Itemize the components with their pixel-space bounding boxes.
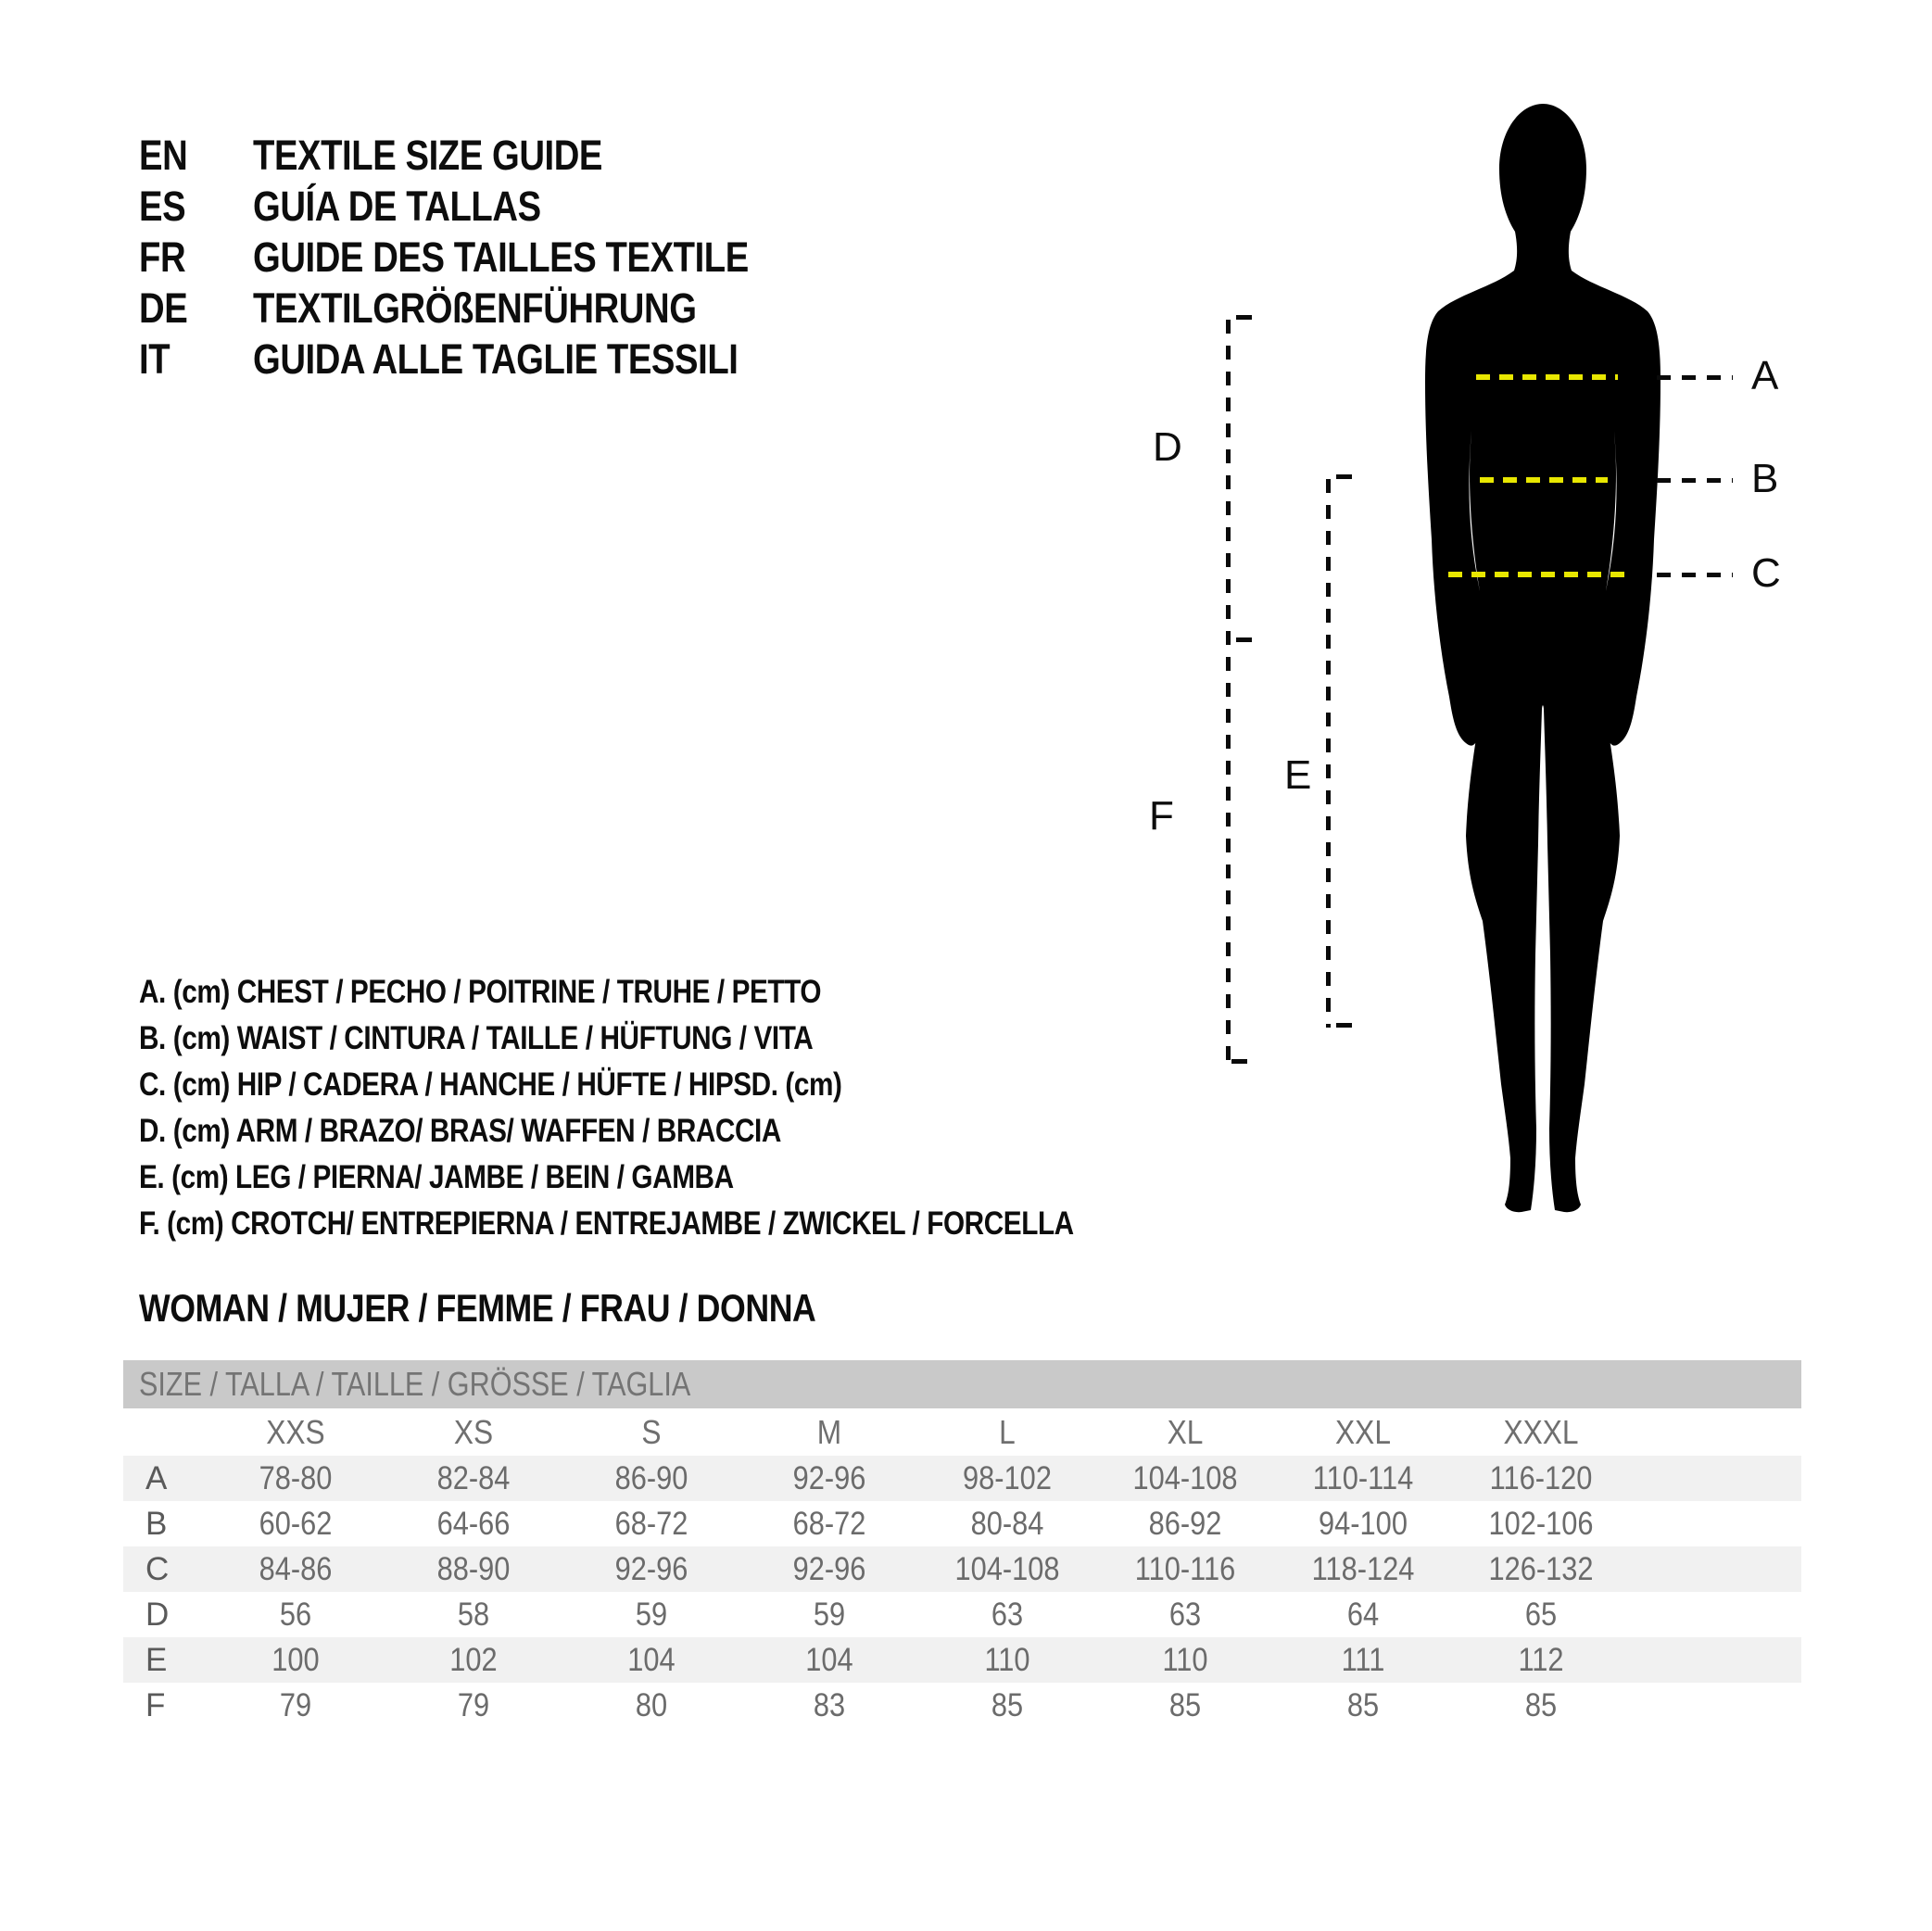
cell: 110	[1162, 1641, 1208, 1678]
table-row-hip	[123, 1546, 1801, 1592]
waist-line-dash	[1657, 478, 1733, 483]
col-header-xl: XL	[1167, 1412, 1204, 1451]
cell: 116-120	[1489, 1459, 1593, 1496]
cell: 59	[635, 1596, 668, 1633]
guide-title-es: GUÍA DE TALLAS	[253, 182, 541, 230]
row-label: F	[145, 1686, 166, 1723]
cell: 104	[627, 1641, 676, 1678]
cell: 68-72	[614, 1505, 688, 1542]
marker-e: E	[1284, 752, 1312, 798]
cell: 83	[813, 1686, 846, 1723]
cell: 68-72	[792, 1505, 866, 1542]
gender-heading	[139, 1286, 935, 1331]
cell: 59	[813, 1596, 846, 1633]
language-title-block	[139, 130, 836, 385]
cell: 86-90	[614, 1459, 688, 1496]
leg-line-bottom-tick	[1336, 1023, 1352, 1028]
table-row-arm	[123, 1592, 1801, 1637]
cell: 110-114	[1312, 1459, 1414, 1496]
waist-line-yellow	[1480, 477, 1608, 483]
cell: 126-132	[1488, 1550, 1594, 1587]
cell: 64-66	[436, 1505, 511, 1542]
marker-f: F	[1149, 793, 1174, 839]
cell: 92-96	[792, 1459, 866, 1496]
cell: 85	[991, 1686, 1024, 1723]
language-code: DE	[139, 284, 188, 332]
cell: 112	[1518, 1641, 1564, 1678]
cell: 85	[1168, 1686, 1202, 1723]
marker-c: C	[1751, 550, 1781, 596]
row-label: A	[145, 1459, 168, 1496]
cell: 82-84	[436, 1459, 511, 1496]
marker-a: A	[1751, 353, 1779, 398]
cell: 63	[1168, 1596, 1202, 1633]
language-row-es	[139, 181, 836, 232]
woman-silhouette	[1390, 102, 1696, 1218]
cell: 88-90	[436, 1550, 511, 1587]
cell: 60-62	[259, 1505, 333, 1542]
cell: 64	[1346, 1596, 1380, 1633]
col-header-m: M	[816, 1412, 842, 1451]
cell: 85	[1346, 1686, 1380, 1723]
legend-waist-text: B. (cm) WAIST / CINTURA / TAILLE / HÜFTUNG / VITA	[139, 1020, 814, 1056]
language-code: FR	[139, 233, 186, 281]
gender-heading-text: WOMAN / MUJER / FEMME / FRAU / DONNA	[139, 1286, 816, 1330]
col-header-s: S	[641, 1412, 662, 1451]
cell: 92-96	[792, 1550, 866, 1587]
col-header-xxs: XXS	[266, 1412, 325, 1451]
leg-line	[1326, 479, 1331, 1028]
language-code: IT	[139, 334, 170, 383]
language-code: ES	[139, 182, 186, 230]
guide-title-en: TEXTILE SIZE GUIDE	[253, 131, 603, 179]
row-label: C	[145, 1550, 170, 1587]
cell: 85	[1524, 1686, 1558, 1723]
language-row-it	[139, 334, 836, 385]
legend-leg-text: E. (cm) LEG / PIERNA/ JAMBE / BEIN / GAMBA	[139, 1159, 734, 1195]
cell: 56	[279, 1596, 312, 1633]
legend-arm-text: D. (cm) ARM / BRAZO/ BRAS/ WAFFEN / BRACCIA	[139, 1113, 781, 1149]
marker-b: B	[1751, 456, 1779, 501]
guide-title-fr: GUIDE DES TAILLES TEXTILE	[253, 233, 749, 281]
cell: 80	[635, 1686, 668, 1723]
size-table	[123, 1360, 1801, 1728]
cell: 86-92	[1148, 1505, 1222, 1542]
language-row-fr	[139, 232, 836, 283]
size-table-header-row	[123, 1408, 1801, 1456]
legend-hip-text: C. (cm) HIP / CADERA / HANCHE / HÜFTE / HIPSD. (cm)	[139, 1066, 842, 1103]
col-header-xxxl: XXXL	[1503, 1412, 1579, 1451]
legend-leg	[139, 1155, 1239, 1201]
row-label: E	[145, 1641, 168, 1678]
cell: 98-102	[963, 1459, 1052, 1496]
arm-line-mid-tick	[1236, 637, 1252, 642]
cell: 104-108	[1132, 1459, 1238, 1496]
cell: 102-106	[1488, 1505, 1594, 1542]
legend-hip	[139, 1062, 1239, 1108]
col-header-xs: XS	[453, 1412, 494, 1451]
cell: 104-108	[954, 1550, 1060, 1587]
hip-line-yellow	[1448, 572, 1626, 577]
cell: 80-84	[970, 1505, 1044, 1542]
cell: 63	[991, 1596, 1024, 1633]
cell: 100	[271, 1641, 320, 1678]
cell: 65	[1524, 1596, 1558, 1633]
cell: 58	[457, 1596, 490, 1633]
cell: 92-96	[614, 1550, 688, 1587]
language-code: EN	[139, 131, 188, 179]
hip-line-dash	[1657, 573, 1733, 577]
row-label: B	[145, 1505, 168, 1542]
language-row-de	[139, 283, 836, 334]
cell: 111	[1341, 1641, 1385, 1678]
cell: 79	[279, 1686, 312, 1723]
leg-line-top-tick	[1336, 474, 1352, 479]
legend-arm	[139, 1108, 1239, 1155]
row-label: D	[145, 1596, 170, 1633]
cell: 118-124	[1311, 1550, 1415, 1587]
marker-d: D	[1153, 424, 1182, 470]
cell: 104	[805, 1641, 853, 1678]
cell: 84-86	[259, 1550, 333, 1587]
table-row-waist	[123, 1501, 1801, 1546]
chest-line-dash	[1657, 375, 1733, 380]
arm-crotch-line	[1226, 320, 1231, 1064]
guide-title-de: TEXTILGRÖßENFÜHRUNG	[253, 284, 697, 332]
size-table-title-bar	[123, 1360, 1801, 1408]
col-header-xxl: XXL	[1335, 1412, 1391, 1451]
guide-title-it: GUIDA ALLE TAGLIE TESSILI	[253, 334, 739, 383]
cell: 102	[449, 1641, 498, 1678]
legend-chest-text: A. (cm) CHEST / PECHO / POITRINE / TRUHE / PETTO	[139, 974, 822, 1010]
legend-chest	[139, 969, 1239, 1016]
cell: 94-100	[1319, 1505, 1408, 1542]
measurement-legend	[139, 969, 1239, 1247]
table-row-leg	[123, 1637, 1801, 1683]
col-header-l: L	[999, 1412, 1016, 1451]
legend-crotch	[139, 1201, 1239, 1247]
cell: 78-80	[259, 1459, 333, 1496]
language-row-en	[139, 130, 836, 181]
chest-line-yellow	[1476, 374, 1618, 380]
cell: 79	[457, 1686, 490, 1723]
arm-line-top-tick	[1236, 315, 1252, 320]
cell: 110-116	[1134, 1550, 1236, 1587]
cell: 110	[984, 1641, 1030, 1678]
legend-crotch-text: F. (cm) CROTCH/ ENTREPIERNA / ENTREJAMBE / ZWICKEL / FORCELLA	[139, 1205, 1074, 1242]
legend-waist	[139, 1016, 1239, 1062]
size-table-title: SIZE / TALLA / TAILLE / GRÖSSE / TAGLIA	[139, 1365, 691, 1403]
table-row-crotch	[123, 1683, 1801, 1728]
table-row-chest	[123, 1456, 1801, 1501]
